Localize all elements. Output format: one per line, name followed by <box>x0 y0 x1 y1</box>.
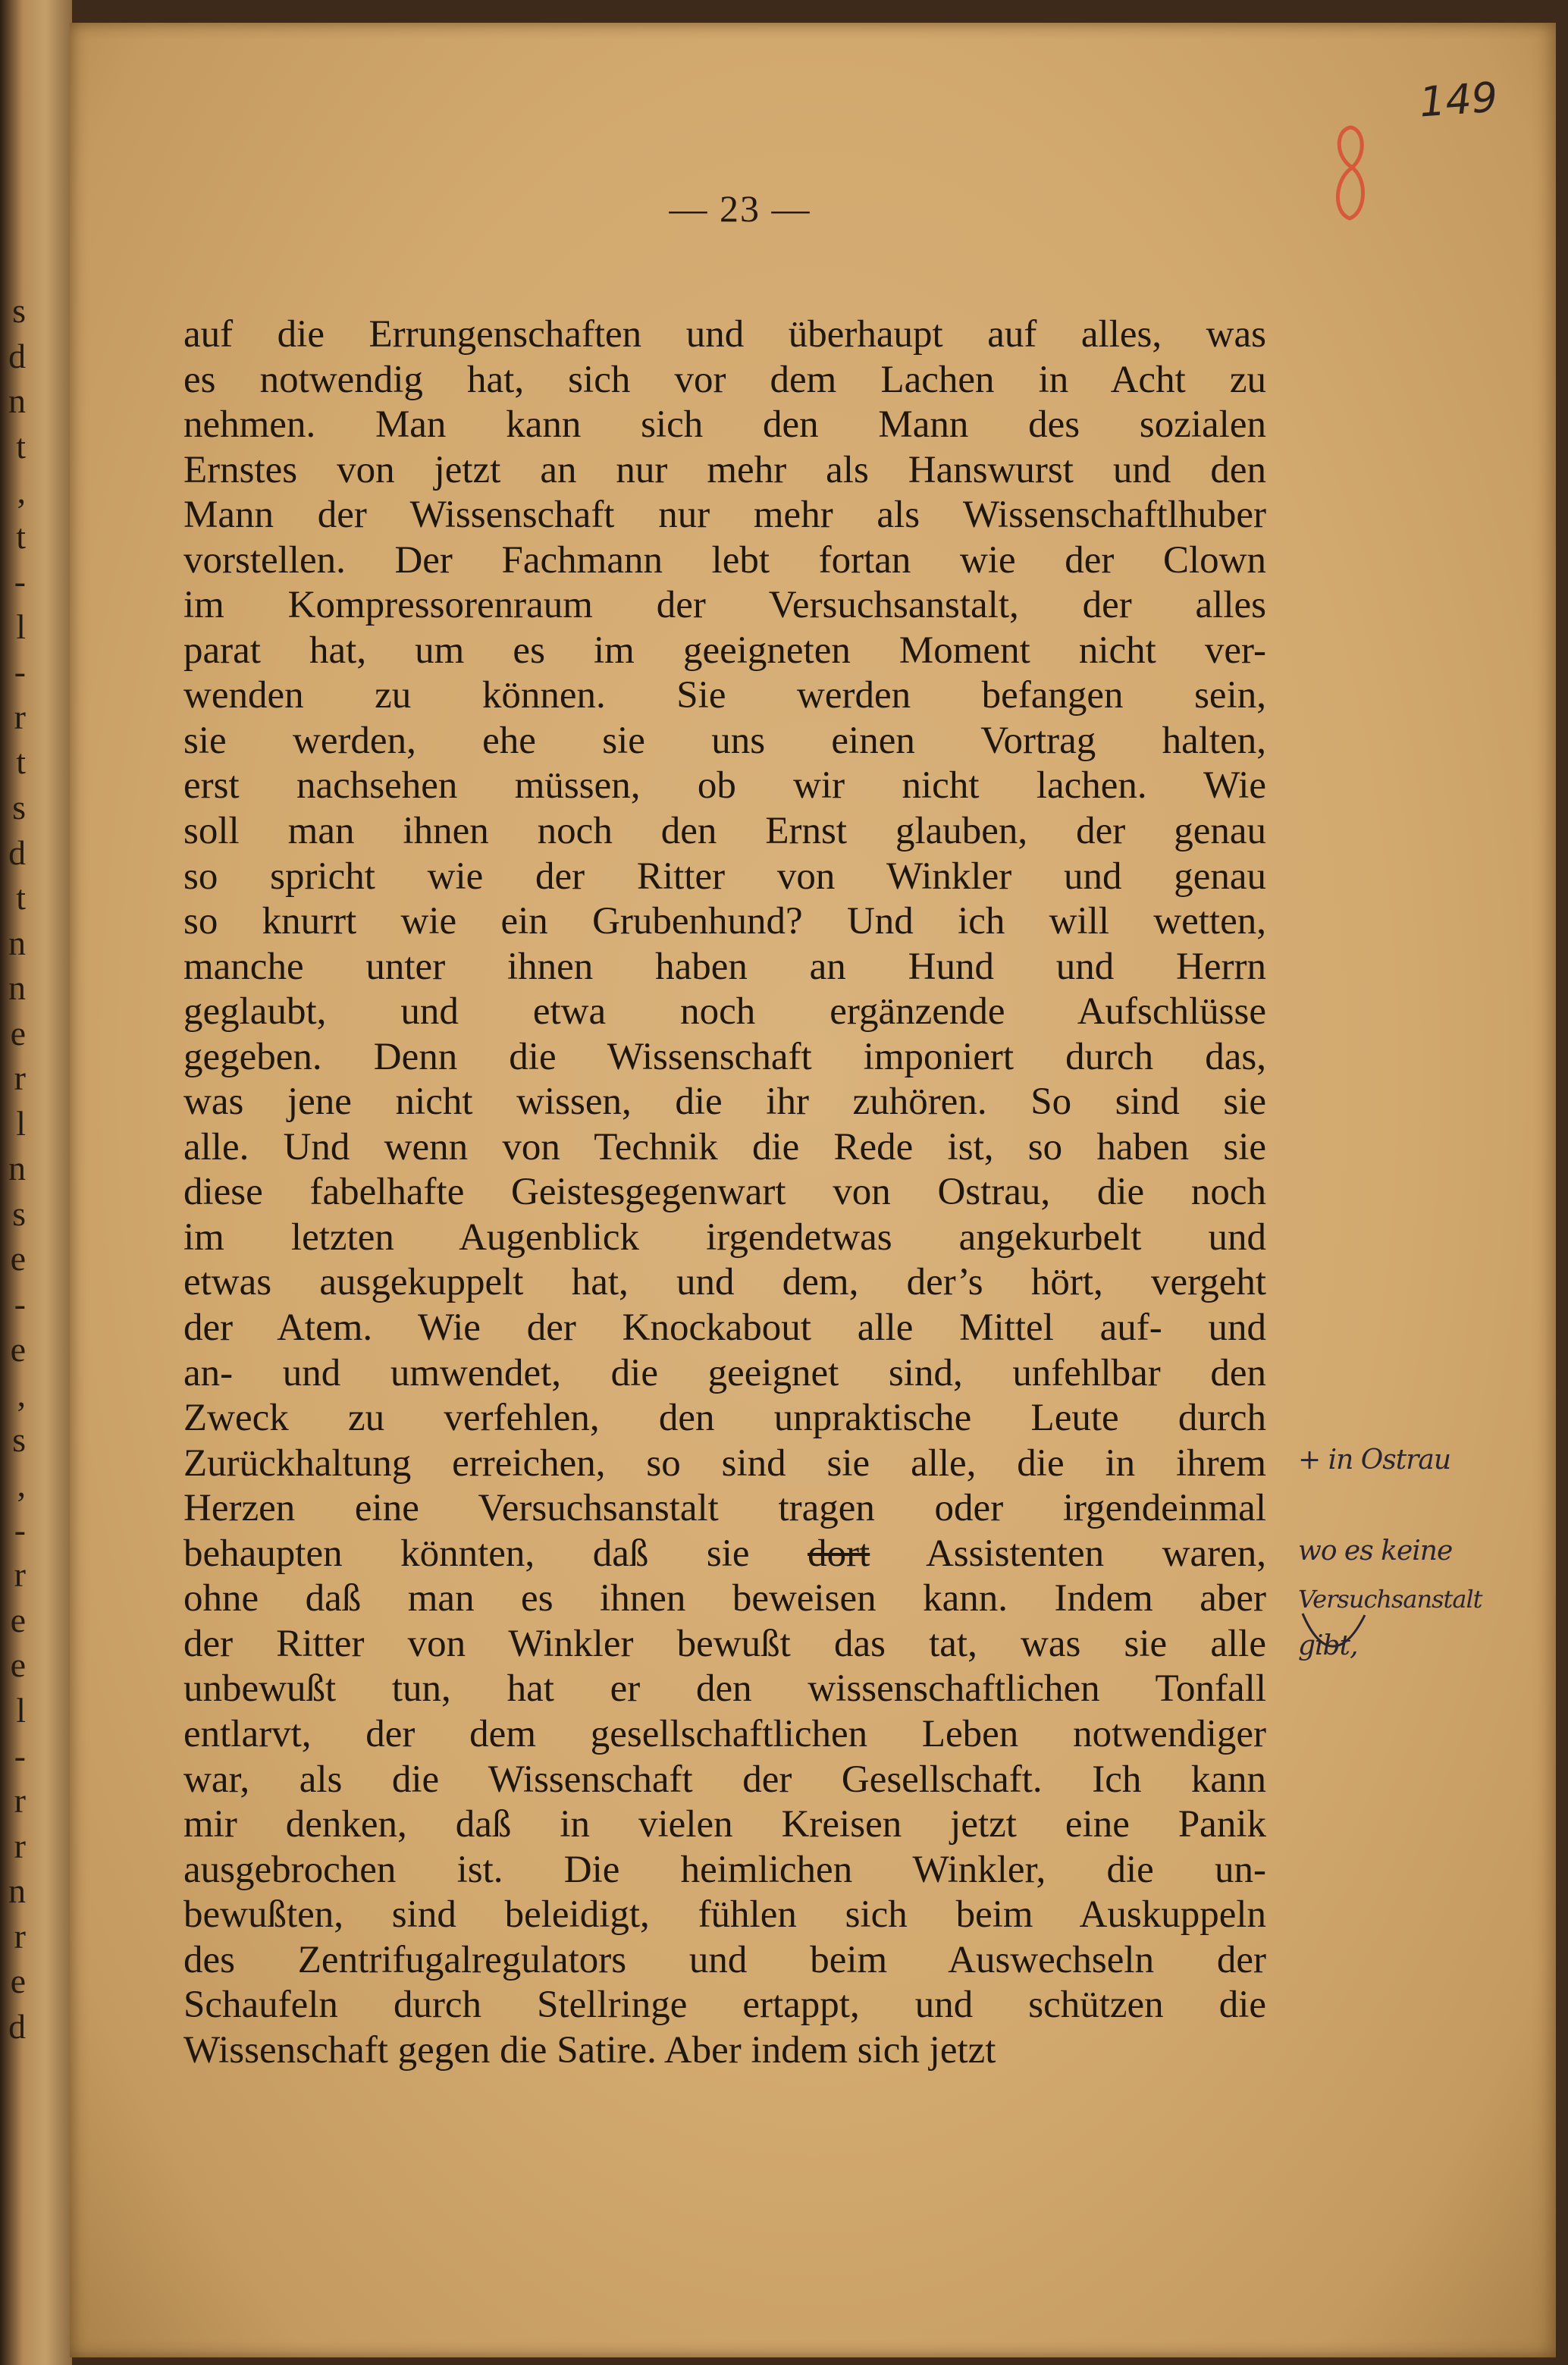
text-line: erst nachsehen müssen, ob wir nicht lachen. Wie <box>183 764 1266 808</box>
text-line: der Atem. Wie der Knockabout alle Mittel auf- und <box>183 1306 1266 1350</box>
text-line: gegeben. Denn die Wissenschaft imponiert durch das, <box>183 1035 1266 1078</box>
text-line: war, als die Wissenschaft der Gesellschaft. Ich kann <box>183 1758 1266 1801</box>
text-line: Schaufeln durch Stellringe ertappt, und schützen die <box>183 1984 1266 2027</box>
text-line: der Ritter von Winkler bewußt das tat, was sie alle <box>183 1622 1266 1665</box>
margin-fragment: n <box>8 1871 26 1911</box>
text-line: geglaubt, und etwa noch ergänzende Aufschlüsse <box>183 990 1266 1034</box>
margin-fragment: n <box>8 381 26 421</box>
facing-page-edge <box>0 288 30 2049</box>
margin-fragment: r <box>14 1826 26 1865</box>
margin-fragment: , <box>17 1375 26 1414</box>
margin-fragment: - <box>14 562 26 601</box>
marginal-note-gibt: gibt, <box>1298 1630 1358 1661</box>
margin-fragment: e <box>10 1329 26 1369</box>
margin-fragment: r <box>14 1555 26 1595</box>
margin-fragment: - <box>14 1284 26 1324</box>
margin-fragment: e <box>10 1600 26 1639</box>
text-line: so knurrt wie ein Grubenhund? Und ich will wetten, <box>183 900 1266 943</box>
folio-number: 149 <box>1417 73 1500 127</box>
margin-fragment: , <box>17 1465 26 1504</box>
margin-fragment: t <box>16 426 26 466</box>
text-line: alle. Und wenn von Technik die Rede ist, so haben sie <box>183 1125 1266 1168</box>
margin-fragment: n <box>8 923 26 962</box>
text-line: auf die Errungenschaften und überhaupt auf alles, was <box>183 313 1266 356</box>
text-line: parat hat, um es im geeigneten Moment nicht ver- <box>183 629 1266 672</box>
text-line: etwas ausgekuppelt hat, und dem, der’s hört, vergeht <box>183 1261 1266 1304</box>
margin-fragment: n <box>8 1149 26 1188</box>
margin-fragment: r <box>14 697 26 736</box>
margin-fragment: e <box>10 1239 26 1278</box>
margin-fragment: s <box>12 291 26 330</box>
text-line: wenden zu können. Sie werden befangen sein, <box>183 674 1266 717</box>
margin-fragment: s <box>12 1419 26 1459</box>
margin-fragment: l <box>16 1103 26 1143</box>
text-line: es notwendig hat, sich vor dem Lachen in Acht zu <box>183 358 1266 401</box>
text-line: Herzen eine Versuchsanstalt tragen oder irgendeinmal <box>183 1487 1266 1530</box>
marginal-note-in-ostrau: + in Ostrau <box>1298 1444 1451 1476</box>
margin-fragment: e <box>10 1962 26 2001</box>
margin-fragment: t <box>16 742 26 782</box>
margin-fragment: - <box>14 1736 26 1775</box>
red-folio-mark <box>1328 121 1374 227</box>
margin-fragment: d <box>8 2006 26 2046</box>
text-line: im letzten Augenblick irgendetwas angekurbelt und <box>183 1215 1266 1259</box>
text-line: was jene nicht wissen, die ihr zuhören. So sind sie <box>183 1081 1266 1124</box>
margin-fragment: r <box>14 1916 26 1956</box>
text-line: so spricht wie der Ritter von Winkler und genau <box>183 855 1266 898</box>
margin-fragment: s <box>12 788 26 827</box>
text-line: behaupten könnten, daß sie dort Assistenten waren, <box>183 1532 1266 1575</box>
text-line: vorstellen. Der Fachmann lebt fortan wie der Clown <box>183 538 1266 582</box>
text-line: Mann der Wissenschaft nur mehr als Wissenschaftlhuber <box>183 494 1266 537</box>
text-line: an- und umwendet, die geeignet sind, unfehlbar den <box>183 1351 1266 1394</box>
margin-fragment: t <box>16 516 26 556</box>
text-line: mir denken, daß in vielen Kreisen jetzt eine Panik <box>183 1803 1266 1846</box>
margin-fragment: n <box>8 968 26 1008</box>
margin-fragment: - <box>14 1510 26 1549</box>
margin-fragment: , <box>17 472 26 511</box>
text-line: soll man ihnen noch den Ernst glauben, der genau <box>183 810 1266 853</box>
margin-fragment: s <box>12 1193 26 1233</box>
marginal-note-wo-es-keine: wo es keine <box>1298 1535 1453 1567</box>
margin-fragment: l <box>16 607 26 646</box>
text-line: entlarvt, der dem gesellschaftlichen Leben notwendiger <box>183 1712 1266 1755</box>
text-line: im Kompressorenraum der Versuchsanstalt, der alles <box>183 584 1266 627</box>
margin-fragment: - <box>14 652 26 692</box>
text-line: diese fabelhafte Geistesgegenwart von Ostrau, die noch <box>183 1171 1266 1214</box>
text-line: Wissenschaft gegen die Satire. Aber indem sich jetzt <box>183 2028 996 2072</box>
margin-fragment: d <box>8 336 26 375</box>
text-line: ohne daß man es ihnen beweisen kann. Indem aber <box>183 1577 1266 1620</box>
margin-fragment: t <box>16 878 26 917</box>
margin-fragment: l <box>16 1690 26 1730</box>
text-line: Zweck zu verfehlen, den unpraktische Leute durch <box>183 1397 1266 1440</box>
text-line: sie werden, ehe sie uns einen Vortrag halten, <box>183 719 1266 762</box>
margin-fragment: r <box>14 1781 26 1821</box>
text-line: Zurückhaltung erreichen, so sind sie alle, die in ihrem <box>183 1441 1266 1485</box>
body-text <box>183 312 1266 2073</box>
margin-fragment: e <box>10 1013 26 1052</box>
text-line: unbewußt tun, hat er den wissenschaftlichen Tonfall <box>183 1667 1266 1711</box>
text-line: manche unter ihnen haben an Hund und Herrn <box>183 945 1266 988</box>
text-line: ausgebrochen ist. Die heimlichen Winkler, die un- <box>183 1848 1266 1891</box>
marginal-note-versuchsanstalt: Versuchsanstalt <box>1298 1585 1482 1614</box>
text-line: Ernstes von jetzt an nur mehr als Hanswurst und den <box>183 448 1266 491</box>
struck-word: dort <box>808 1532 870 1575</box>
margin-fragment: d <box>8 833 26 872</box>
margin-fragment: r <box>14 1059 26 1098</box>
text-line: des Zentrifugalregulators und beim Auswechseln der <box>183 1938 1266 1981</box>
margin-fragment: e <box>10 1645 26 1685</box>
text-line: nehmen. Man kann sich den Mann des sozialen <box>183 403 1266 447</box>
text-line: bewußten, sind beleidigt, fühlen sich beim Auskuppeln <box>183 1893 1266 1937</box>
page-number: — 23 — <box>669 187 811 230</box>
